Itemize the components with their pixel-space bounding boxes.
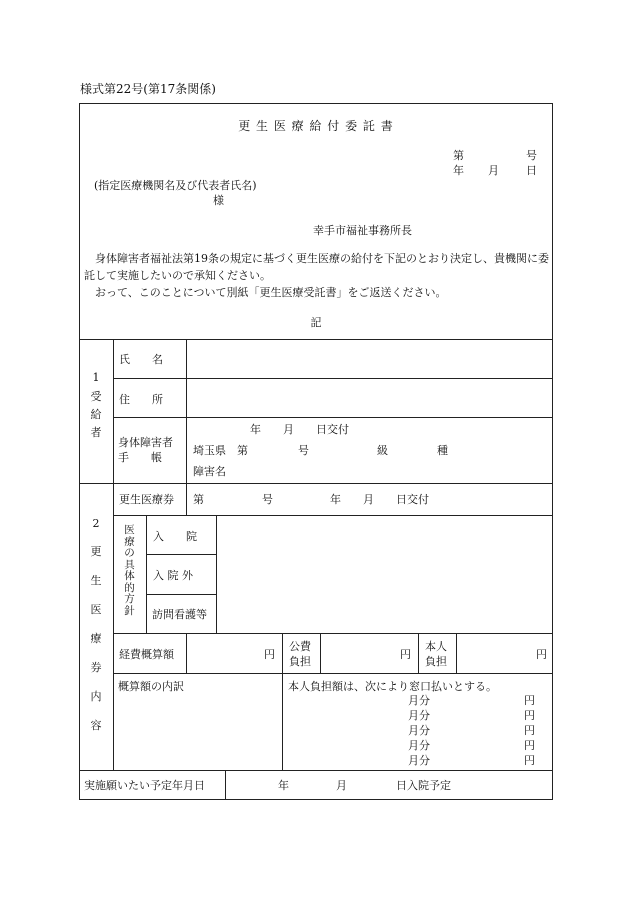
cert-grade: 級 <box>377 444 388 457</box>
scheduled-date-label: 実施願いたい予定年月日 <box>84 779 205 792</box>
cost-estimate-label: 経費概算額 <box>119 648 174 661</box>
sender-name: 幸手市福祉事務所長 <box>313 224 412 237</box>
section1-char: 者 <box>90 426 102 439</box>
month-portion-yen: 円 <box>524 724 535 737</box>
policy-char: 針 <box>124 604 135 617</box>
cert-pref-number: 埼玉県 第 <box>193 444 248 457</box>
policy-char: 医 <box>124 524 135 536</box>
policy-char: 方 <box>124 593 135 605</box>
inpatient-label: 入 院 <box>153 530 197 543</box>
self-burden-label-1: 本人 <box>425 640 447 653</box>
policy-char: 体 <box>124 570 135 582</box>
divider-name <box>113 378 553 379</box>
body-paragraph-1: 身体障害者福祉法第19条の規定に基づく更生医療の給付を下記のとおり決定し、貴機関に委託して実施したいので承知ください。 <box>84 252 549 282</box>
ticket-dai: 第 <box>193 493 204 506</box>
policy-char: 的 <box>124 581 135 594</box>
public-burden-yen: 円 <box>400 648 411 661</box>
divider-cost-value <box>186 633 187 673</box>
section1-number: 1 <box>92 371 100 384</box>
breakdown-label: 概算額の内訳 <box>118 680 184 693</box>
cert-go: 号 <box>298 444 309 457</box>
divider-self <box>418 633 419 673</box>
month-portion-yen: 円 <box>524 694 535 707</box>
ki-heading: 記 <box>310 316 322 329</box>
cert-label-line2: 手 帳 <box>118 451 162 464</box>
addressee-label: (指定医療機関名及び代表者氏名) <box>94 179 257 192</box>
public-burden-label-1: 公費 <box>289 640 311 653</box>
divider-public <box>282 633 283 770</box>
section1-char: 給 <box>90 408 102 421</box>
section2-char: 医 <box>90 603 102 616</box>
disability-name-label: 障害名 <box>193 465 226 478</box>
section2-char: 容 <box>90 719 102 732</box>
number-go: 号 <box>526 149 537 162</box>
scheduled-year: 年 <box>278 779 289 792</box>
form-title: 更 生 医 療 給 付 委 託 書 <box>238 119 394 133</box>
divider-section1 <box>79 483 553 484</box>
public-burden-label-2: 負担 <box>289 655 311 668</box>
section2-label <box>79 518 113 731</box>
policy-char: 具 <box>124 558 135 571</box>
month-portion-yen: 円 <box>524 739 535 752</box>
date-year: 年 <box>453 164 464 177</box>
self-pay-instruction: 本人負担額は、次により窓口払いとする。 <box>288 680 497 693</box>
divider-ticket <box>113 515 553 516</box>
month-portion: 月分 <box>408 754 430 767</box>
date-day: 日 <box>526 164 537 177</box>
divider-policy-label <box>146 515 147 633</box>
form-number: 様式第22号(第17条関係) <box>80 82 216 96</box>
ticket-label: 更生医療券 <box>119 493 174 506</box>
section2-char: 更 <box>90 545 102 558</box>
outpatient-label: 入 院 外 <box>153 569 193 582</box>
month-portion-yen: 円 <box>524 709 535 722</box>
divider-section2 <box>79 770 553 771</box>
policy-label <box>113 525 146 616</box>
section2-char: 生 <box>90 574 102 587</box>
scheduled-admission: 日入院予定 <box>396 779 451 792</box>
visiting-nursing-label: 訪問看護等 <box>152 608 207 621</box>
ticket-go: 号 <box>262 493 273 506</box>
divider-inpatient <box>146 554 216 555</box>
month-portion-yen: 円 <box>524 754 535 767</box>
ticket-issue-date: 年 月 日交付 <box>330 493 429 506</box>
self-burden-label-2: 負担 <box>425 655 447 668</box>
divider-header <box>79 339 553 340</box>
section1-label <box>79 372 113 438</box>
name-label: 氏 名 <box>119 353 163 366</box>
month-portion: 月分 <box>408 724 430 737</box>
divider-policy <box>113 633 553 634</box>
body-paragraph-2: おって、このことについて別紙「更生医療受託書」をご返送ください。 <box>95 286 447 299</box>
month-portion: 月分 <box>408 709 430 722</box>
addressee-honorific: 様 <box>213 194 224 207</box>
divider-address <box>113 417 553 418</box>
section1-char: 受 <box>90 390 102 403</box>
section2-number: 2 <box>92 517 100 530</box>
month-portion: 月分 <box>408 694 430 707</box>
divider-field-column <box>186 339 187 516</box>
divider-public-value <box>320 633 321 673</box>
divider-cost <box>113 673 553 674</box>
cert-label-line1: 身体障害者 <box>118 436 173 449</box>
policy-char: の <box>124 547 135 559</box>
address-label: 住 所 <box>119 393 163 406</box>
divider-outpatient <box>146 594 216 595</box>
divider-self-value <box>456 633 457 673</box>
cost-estimate-yen: 円 <box>264 648 275 661</box>
divider-policy-items <box>216 515 217 633</box>
date-month: 月 <box>488 164 499 177</box>
cert-issue-date: 年 月 日交付 <box>250 423 349 436</box>
section2-char: 内 <box>90 690 102 703</box>
scheduled-month: 月 <box>336 779 347 792</box>
divider-footer <box>225 770 226 800</box>
cert-type: 種 <box>437 444 448 457</box>
section2-char: 療 <box>90 632 102 645</box>
number-dai: 第 <box>453 149 464 162</box>
self-burden-yen: 円 <box>536 648 547 661</box>
section2-char: 券 <box>90 661 102 674</box>
month-portion: 月分 <box>408 739 430 752</box>
policy-char: 療 <box>124 535 135 548</box>
